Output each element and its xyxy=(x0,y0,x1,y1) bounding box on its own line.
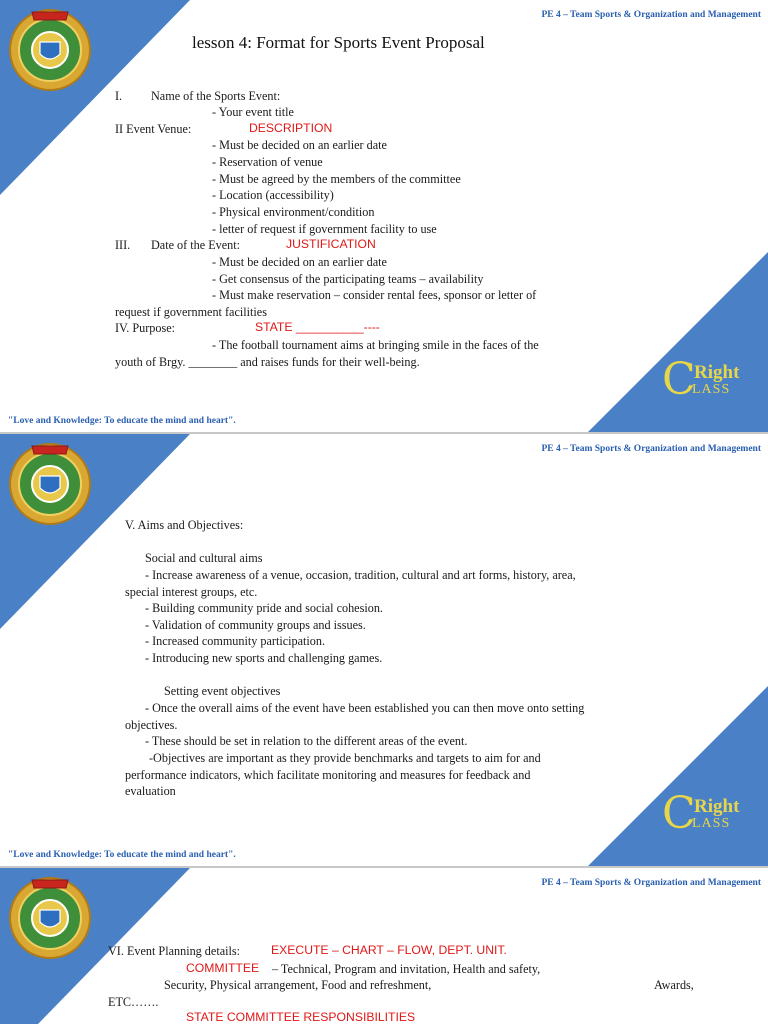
brand-lass: LASS xyxy=(692,382,731,397)
item-label: IV. Purpose: xyxy=(115,321,176,335)
slide-1 xyxy=(0,0,768,432)
item-label: II Event Venue: xyxy=(115,122,192,136)
brand-c: C xyxy=(662,354,696,405)
list-item: - Increased community participation. xyxy=(145,634,326,648)
list-item: - The football tournament aims at bringing smile in the faces of the xyxy=(212,338,539,352)
list-item: - Location (accessibility) xyxy=(212,188,334,202)
list-item-continued: performance indicators, which facilitate monitoring and measures for feedback and xyxy=(125,768,531,782)
list-item: - Introducing new sports and challenging games. xyxy=(145,651,383,665)
subsection-heading: Setting event objectives xyxy=(164,684,281,698)
right-class-logo xyxy=(662,354,762,412)
list-item: - These should be set in relation to the different areas of the event. xyxy=(145,734,468,748)
page-title: lesson 4: Format for Sports Event Proposal xyxy=(192,33,485,52)
keyword-committee: COMMITTEE xyxy=(186,961,260,975)
footer-quote: "Love and Knowledge: To educate the mind and heart". xyxy=(8,416,236,426)
list-item: - Reservation of venue xyxy=(212,155,323,169)
list-item-continued: evaluation xyxy=(125,784,176,798)
list-item-continued: youth of Brgy. ________ and raises funds for their well-being. xyxy=(115,355,420,369)
college-seal-icon xyxy=(8,4,92,94)
brand-right: Right xyxy=(694,796,740,817)
footer-quote: "Love and Knowledge: To educate the mind and heart". xyxy=(8,850,236,860)
list-item-continued: objectives. xyxy=(125,718,178,732)
keyword-state: STATE __________---- xyxy=(255,320,380,334)
college-seal-icon xyxy=(8,872,92,962)
list-item: - Physical environment/condition xyxy=(212,205,375,219)
list-item: - Must be agreed by the members of the committee xyxy=(212,172,461,186)
list-item: - Increase awareness of a venue, occasion, tradition, cultural and art forms, history, area, xyxy=(145,568,576,582)
list-item: - Once the overall aims of the event have been established you can then move onto setting xyxy=(145,701,585,715)
item-number: I. xyxy=(115,89,123,103)
slide-2 xyxy=(0,434,768,866)
college-seal-icon xyxy=(8,438,92,528)
list-item-continued: special interest groups, etc. xyxy=(125,585,258,599)
brand-right: Right xyxy=(694,362,740,383)
keyword-justification: JUSTIFICATION xyxy=(286,237,376,251)
item-number: III. xyxy=(115,238,131,252)
keyword-description: DESCRIPTION xyxy=(249,121,333,135)
right-class-logo xyxy=(662,788,762,846)
brand-c: C xyxy=(662,788,696,839)
keyword-state-committee: STATE COMMITTEE RESPONSIBILITIES xyxy=(186,1010,416,1024)
list-item-continued: ETC……. xyxy=(108,995,159,1009)
course-header: PE 4 – Team Sports & Organization and Management xyxy=(541,10,761,20)
list-item: - Building community pride and social cohesion. xyxy=(145,601,383,615)
list-item: – Technical, Program and invitation, Health and safety, xyxy=(272,962,541,976)
subsection-heading: Social and cultural aims xyxy=(145,551,263,565)
list-item: Security, Physical arrangement, Food and refreshment, xyxy=(164,978,432,992)
course-header: PE 4 – Team Sports & Organization and Management xyxy=(541,444,761,454)
course-header: PE 4 – Team Sports & Organization and Management xyxy=(541,878,761,888)
list-item: - Get consensus of the participating teams – availability xyxy=(212,272,484,286)
list-item: - Validation of community groups and issues. xyxy=(145,618,366,632)
list-item: - Must be decided on an earlier date xyxy=(212,138,387,152)
brand-lass: LASS xyxy=(692,816,731,831)
item-label: Date of the Event: xyxy=(151,238,241,252)
list-item: - Must make reservation – consider rental fees, sponsor or letter of xyxy=(212,288,537,302)
section-heading: VI. Event Planning details: xyxy=(108,944,241,958)
list-item: - Must be decided on an earlier date xyxy=(212,255,387,269)
item-label: Name of the Sports Event: xyxy=(151,89,281,103)
list-item: - letter of request if government facility to use xyxy=(212,222,437,236)
list-item-continued: request if government facilities xyxy=(115,305,267,319)
keyword-execute: EXECUTE – CHART – FLOW, DEPT. UNIT. xyxy=(271,943,507,957)
list-item: Awards, xyxy=(654,978,694,992)
list-item: - Your event title xyxy=(212,105,294,119)
section-heading: V. Aims and Objectives: xyxy=(125,518,244,532)
list-item: -Objectives are important as they provide benchmarks and targets to aim for and xyxy=(149,751,541,765)
slide-3 xyxy=(0,868,768,1024)
